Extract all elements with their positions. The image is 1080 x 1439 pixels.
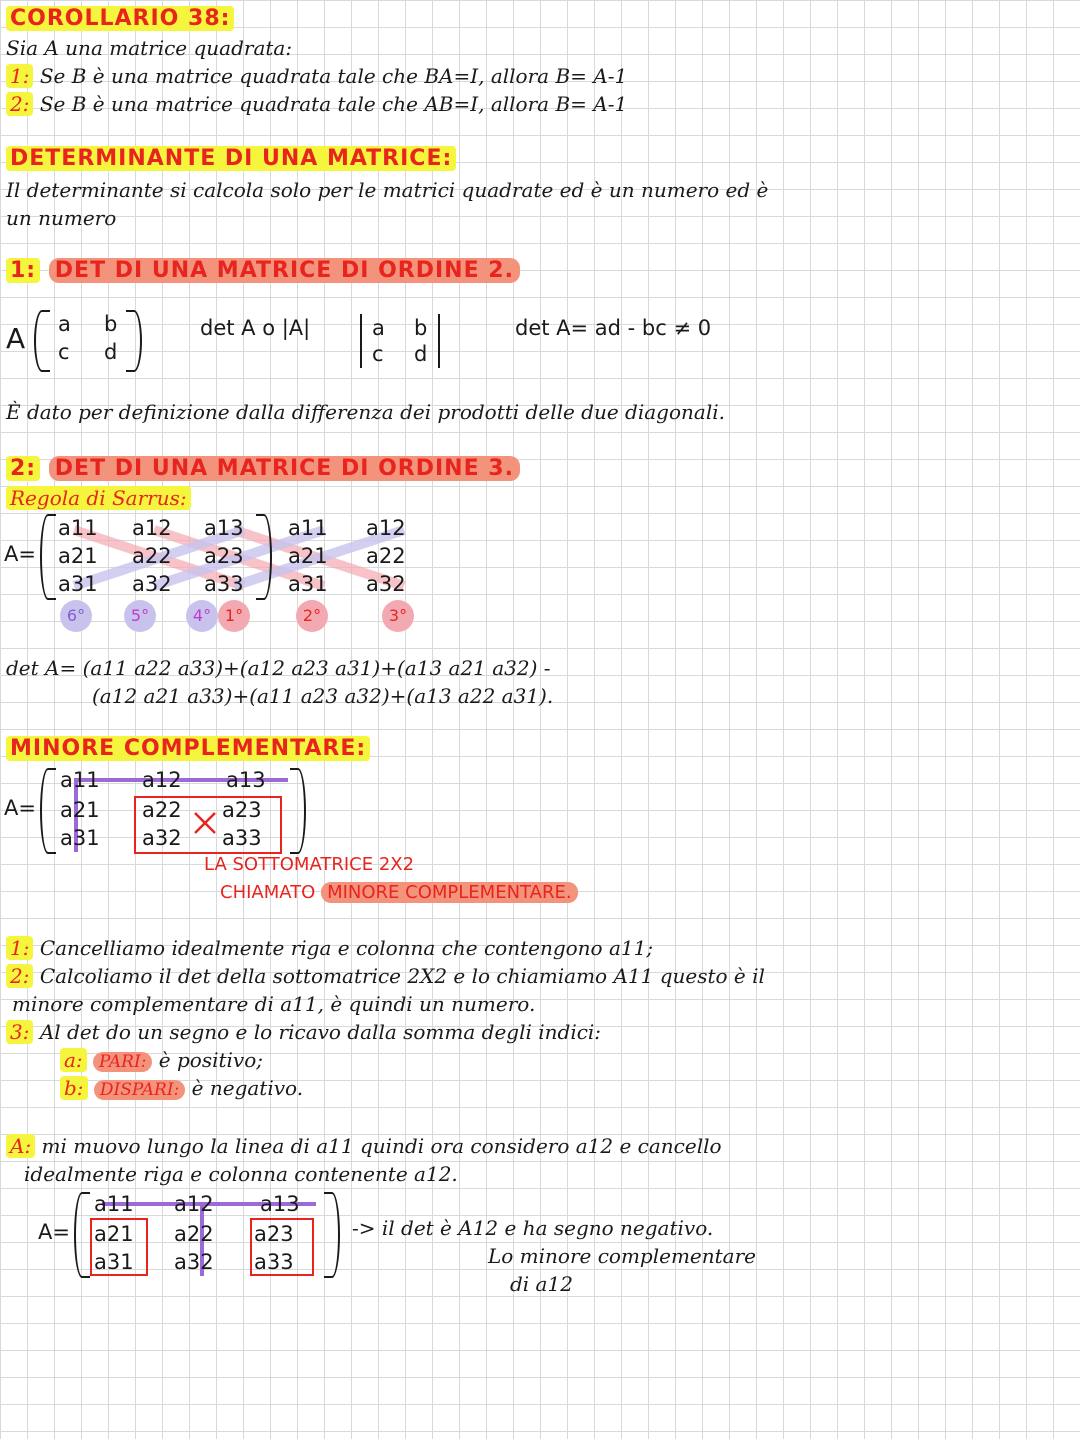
esempio-note-2: Lo minore complementare — [488, 1244, 756, 1268]
matrix-cell: a32 — [132, 572, 172, 596]
matrix-cell: a23 — [204, 544, 244, 568]
matrix-cell: a12 — [132, 516, 172, 540]
order-badge: 2° — [296, 600, 328, 632]
matrix-cell: a13 — [226, 768, 266, 792]
submatrix-box-left — [90, 1218, 148, 1276]
matrix-cell: b — [104, 312, 118, 336]
matrix-cell: a31 — [58, 572, 98, 596]
matrix-cell: a12 — [366, 516, 406, 540]
sarrus-matrix — [4, 512, 424, 636]
matrix-cell: d — [104, 340, 118, 364]
matrix-cell: a21 — [58, 544, 98, 568]
corollario-item-1: 1: Se B è una matrice quadrata tale che BA=I, allora B= A-1 — [6, 64, 627, 88]
minore-step-3: 3: Al det do un segno e lo ricavo dalla somma degli indici: — [6, 1020, 601, 1044]
matrix-cell: a21 — [94, 1222, 134, 1246]
matrix-cell: a13 — [260, 1192, 300, 1216]
esempio-matrix — [38, 1190, 358, 1280]
determinante-title: DETERMINANTE DI UNA MATRICE: — [6, 146, 456, 171]
corollario-item-2: 2: Se B è una matrice quadrata tale che AB=I, allora B= A-1 — [6, 92, 627, 116]
matrix-cell: a — [372, 316, 385, 340]
minore-matrix — [4, 766, 324, 856]
matrix-label: A= — [4, 796, 36, 820]
minore-caption-1: LA SOTTOMATRICE 2X2 — [204, 854, 415, 875]
matrix-cell: d — [414, 342, 428, 366]
right-paren — [290, 768, 306, 854]
esempio-note-1: -> il det è A12 e ha segno negativo. — [352, 1216, 714, 1240]
matrix-cell: a21 — [60, 798, 100, 822]
order-badge: 5° — [124, 600, 156, 632]
matrix-cell: c — [58, 340, 70, 364]
sign-odd: b: DISPARI: è negativo. — [60, 1076, 303, 1100]
ordine2-det-notation — [200, 312, 480, 372]
matrix-label: A — [6, 322, 26, 355]
cross-icon — [192, 810, 218, 836]
minore-caption-2: CHIAMATO MINORE COMPLEMENTARE. — [220, 882, 578, 903]
ordine2-formula: det A= ad - bc ≠ 0 — [515, 316, 712, 340]
matrix-cell: a22 — [366, 544, 406, 568]
minore-step-2: 2: Calcoliamo il det della sottomatrice 2X2 e lo chiamiamo A11 questo è il — [6, 964, 765, 988]
matrix-cell: a33 — [204, 572, 244, 596]
matrix-cell: c — [372, 342, 384, 366]
det-label: det A o |A| — [200, 316, 311, 340]
left-paren — [40, 514, 56, 600]
left-paren — [74, 1192, 90, 1278]
matrix-cell: a32 — [174, 1250, 214, 1274]
matrix-cell: b — [414, 316, 428, 340]
right-paren — [256, 514, 272, 600]
matrix-cell: a11 — [58, 516, 98, 540]
det-bar-left — [360, 314, 362, 368]
corollario-intro: Sia A una matrice quadrata: — [6, 36, 293, 60]
left-paren — [34, 310, 50, 372]
order-badge: 3° — [382, 600, 414, 632]
matrix-cell: a32 — [142, 826, 182, 850]
minore-step-1: 1: Cancelliamo idealmente riga e colonna che contengono a11; — [6, 936, 653, 960]
matrix-cell: a23 — [222, 798, 262, 822]
order-badge: 1° — [218, 600, 250, 632]
sign-even: a: PARI: è positivo; — [60, 1048, 263, 1072]
matrix-cell: a22 — [132, 544, 172, 568]
matrix-cell: a31 — [288, 572, 328, 596]
matrix-cell: a12 — [174, 1192, 214, 1216]
esempio-line-2: idealmente riga e colonna contenente a12. — [24, 1162, 458, 1186]
determinante-line-1: Il determinante si calcola solo per le matrici quadrate ed è un numero ed è — [6, 178, 769, 202]
submatrix-box-right — [250, 1218, 314, 1276]
matrix-cell: a21 — [288, 544, 328, 568]
matrix-cell: a23 — [254, 1222, 294, 1246]
matrix-cell: a32 — [366, 572, 406, 596]
esempio-note-3: di a12 — [510, 1272, 573, 1296]
order-badge: 6° — [60, 600, 92, 632]
matrix-cell: a — [58, 312, 71, 336]
matrix-cell: a22 — [142, 798, 182, 822]
sarrus-formula-2: (a12 a21 a33)+(a11 a23 a32)+(a13 a22 a31). — [92, 684, 554, 708]
matrix-label: A= — [4, 542, 36, 566]
order-badge: 4° — [186, 600, 218, 632]
matrix-cell: a31 — [60, 826, 100, 850]
esempio-line-1: A: mi muovo lungo la linea di a11 quindi ora considero a12 e cancello — [6, 1134, 722, 1158]
matrix-cell: a11 — [94, 1192, 134, 1216]
matrix-label: A= — [38, 1220, 70, 1244]
ordine2-heading: 1: DET DI UNA MATRICE DI ORDINE 2. — [6, 258, 520, 283]
determinante-line-2: un numero — [6, 206, 117, 230]
ordine3-heading: 2: DET DI UNA MATRICE DI ORDINE 3. — [6, 456, 520, 481]
matrix-cell: a33 — [254, 1250, 294, 1274]
sarrus-rule: Regola di Sarrus: — [6, 486, 191, 510]
minore-title: MINORE COMPLEMENTARE: — [6, 736, 370, 761]
matrix-cell: a33 — [222, 826, 262, 850]
right-paren — [324, 1192, 340, 1278]
matrix-cell: a12 — [142, 768, 182, 792]
matrix-cell: a11 — [60, 768, 100, 792]
ordine2-matrix — [6, 308, 156, 372]
det-bar-right — [438, 314, 440, 368]
matrix-cell: a13 — [204, 516, 244, 540]
left-paren — [40, 768, 56, 854]
matrix-cell: a22 — [174, 1222, 214, 1246]
minore-step-2-cont: minore complementare di a11, è quindi un numero. — [12, 992, 536, 1016]
ordine2-note: È dato per definizione dalla differenza dei prodotti delle due diagonali. — [6, 400, 725, 424]
corollario-title: COROLLARIO 38: — [6, 6, 234, 31]
sarrus-formula-1: det A= (a11 a22 a33)+(a12 a23 a31)+(a13 a21 a32) - — [6, 656, 551, 680]
right-paren — [126, 310, 142, 372]
matrix-cell: a31 — [94, 1250, 134, 1274]
matrix-cell: a11 — [288, 516, 328, 540]
